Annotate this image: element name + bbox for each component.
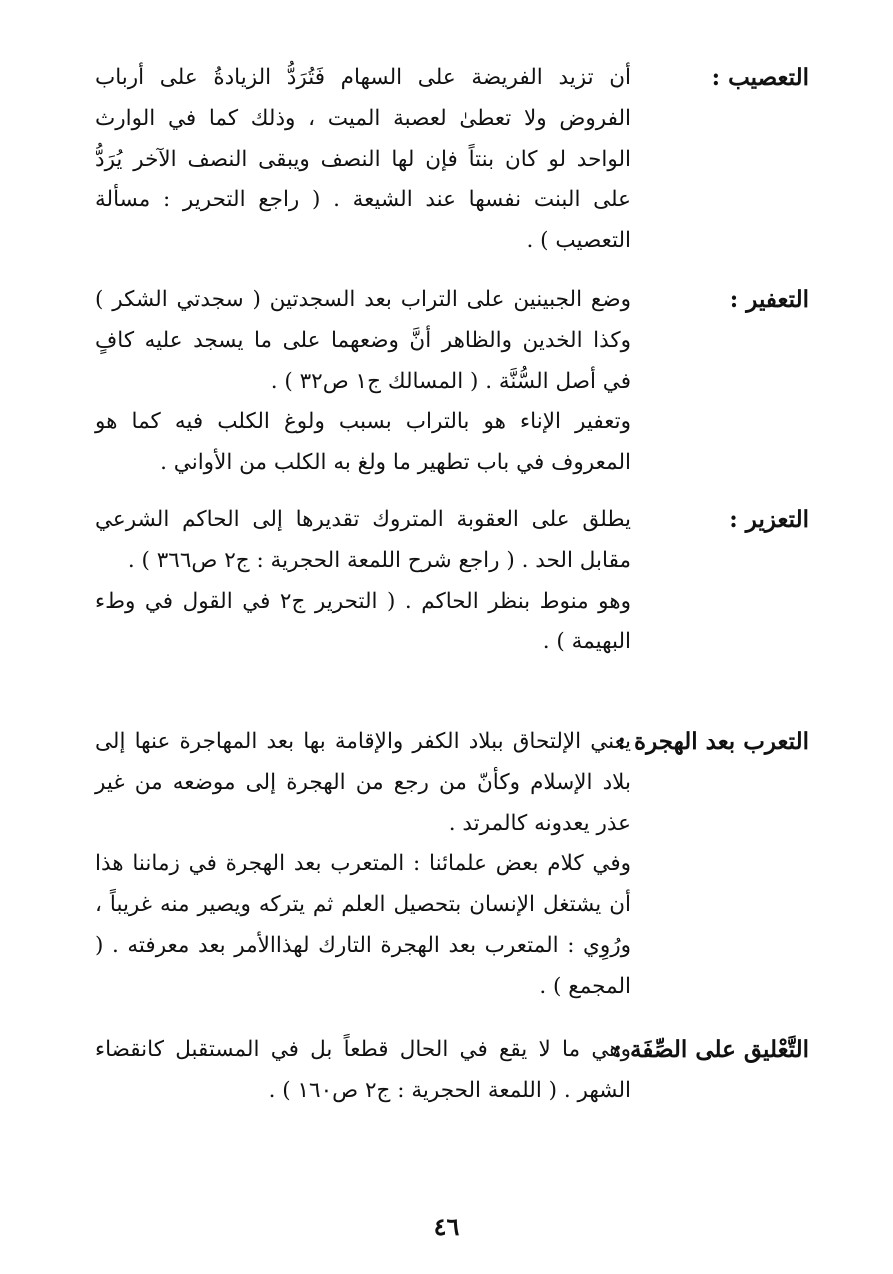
definition-paragraph: وهو منوط بنظر الحاكم . ( التحرير ج٢ في القول في وطء البهيمة ) .	[95, 588, 631, 655]
definition-paragraph: وتعفير الإناء هو بالتراب بسبب ولوغ الكلب فيه كما هو المعروف في باب تطهير ما ولغ به الكلب من الأواني .	[95, 409, 631, 476]
definition-paragraph: وفي كلام بعض علمائنا : المتعرب بعد الهجرة في زماننا هذا أن يشتغل الإنسان بتحصيل العلم ثم يتركه ويصير منه غريباً ، ورُوِي : المتعرب بعد الهجرة التارك لهذاالأمر بعد معرفته . ( المجمع ) .	[95, 851, 631, 999]
definition-paragraph: وضع الجبينين على التراب بعد السجدتين ( سجدتي الشكر ) وكذا الخدين والظاهر أنَّ وضعهما على ما يسجد عليه كافٍ في أصل السُّنَّة . ( المسالك ج١ ص٣٢ ) .	[95, 287, 631, 394]
entry-definition	[95, 280, 631, 484]
definition-paragraph: يعني الإلتحاق ببلاد الكفر والإقامة بها بعد المهاجرة عنها إلى بلاد الإسلام وكأنّ من رجع من الهجرة إلى موضعه من غير عذر يعدونه كالمرتد .	[95, 729, 631, 836]
entry-term: التعفير :	[729, 286, 809, 313]
entry-term: التعصيب :	[711, 64, 809, 91]
definition-paragraph: وهي ما لا يقع في الحال قطعاً بل في المستقبل كانقضاء الشهر . ( اللمعة الحجرية : ج٢ ص١٦٠ ) .	[95, 1037, 631, 1103]
entry-term: التعرب بعد الهجرة :	[617, 728, 809, 755]
page-number: ٤٦	[433, 1212, 460, 1241]
definition-paragraph: أن تزيد الفريضة على السهام فَتُرَدُّ الزيادةُ على أرباب الفروض ولا تعطىٰ لعصبة الميت ، وذلك كما في الوارث الواحد لو كان بنتاً فإن لها النصف ويبقى النصف الآخر يُرَدُّ على البنت نفسها عند الشيعة . ( راجع التحرير : مسألة التعصيب ) .	[95, 65, 631, 254]
entry-definition	[95, 500, 631, 663]
entry-term: التَّعْليق على الصِّفَة :	[613, 1036, 809, 1063]
entry-term: التعزير :	[729, 506, 809, 533]
entry-definition	[95, 58, 631, 262]
definition-paragraph: يطلق على العقوبة المتروك تقديرها إلى الحاكم الشرعي مقابل الحد . ( راجع شرح اللمعة الحجرية : ج٢ ص٣٦٦ ) .	[95, 507, 631, 573]
entry-definition	[95, 722, 631, 1008]
entry-definition	[95, 1030, 631, 1112]
